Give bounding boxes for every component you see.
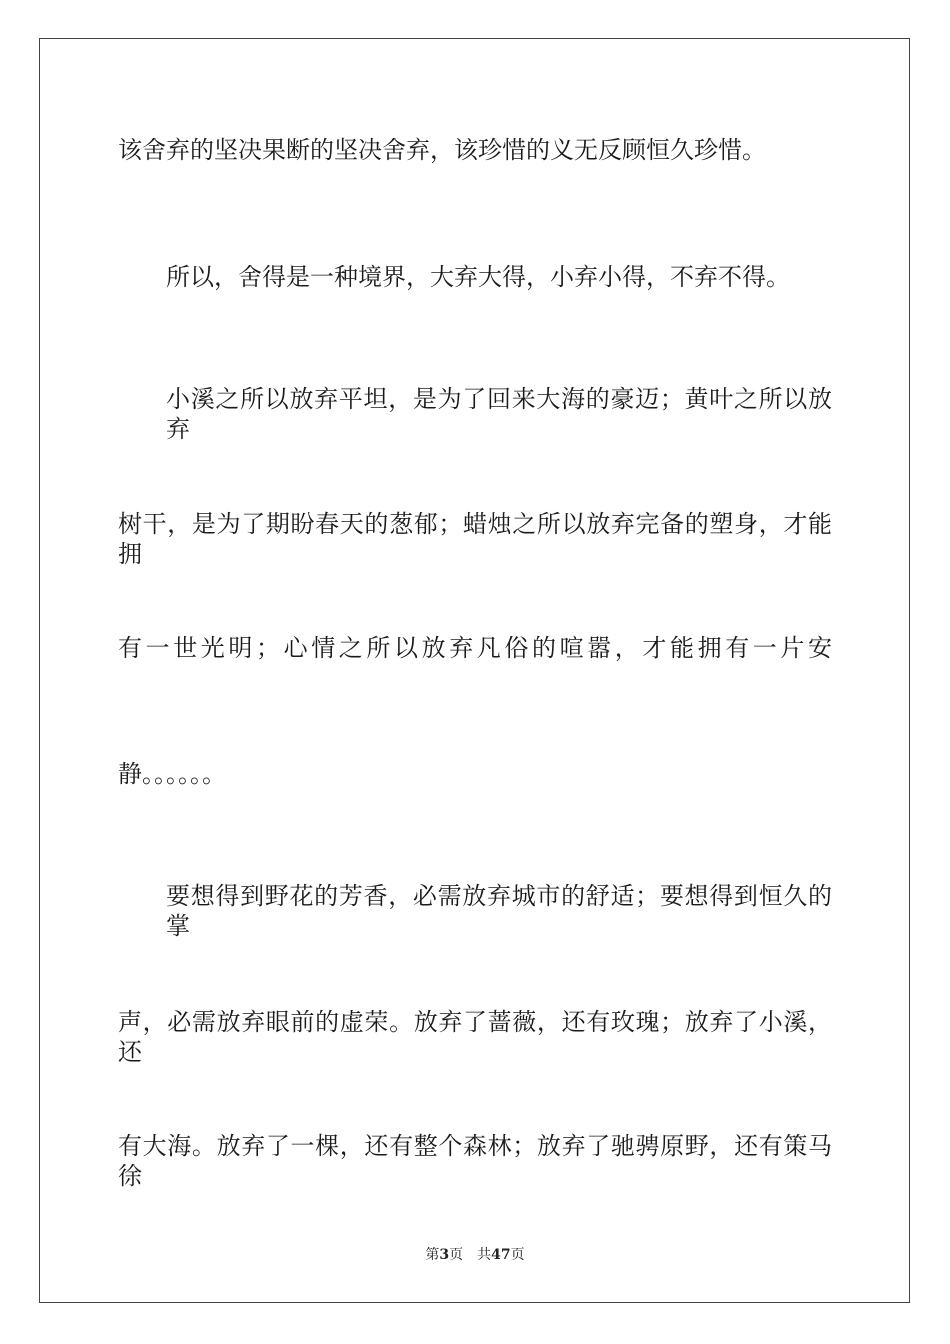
page-border — [39, 38, 910, 1303]
footer-total-pages: 47 — [491, 1247, 511, 1263]
text-line-4: 树干，是为了期盼春天的葱郁；蜡烛之所以放弃完备的塑身，才能拥 — [118, 510, 832, 568]
text-line-7: 要想得到野花的芳香，必需放弃城市的舒适；要想得到恒久的掌 — [166, 882, 832, 940]
footer-page-prefix: 第 — [425, 1247, 440, 1263]
text-line-2: 所以，舍得是一种境界，大弃大得，小弃小得，不弃不得。 — [166, 263, 790, 291]
footer-page-suffix: 页 — [449, 1247, 464, 1263]
text-line-9: 有大海。放弃了一棵，还有整个森林；放弃了驰骋原野，还有策马徐 — [118, 1132, 832, 1190]
footer-total-prefix: 共 — [477, 1247, 492, 1263]
page-footer — [0, 1246, 950, 1264]
text-line-3: 小溪之所以放弃平坦，是为了回来大海的豪迈；黄叶之所以放弃 — [166, 385, 832, 443]
footer-page-number: 3 — [439, 1247, 450, 1263]
footer-total-suffix: 页 — [510, 1247, 525, 1263]
text-line-8: 声，必需放弃眼前的虚荣。放弃了蔷薇，还有玫瑰；放弃了小溪，还 — [118, 1008, 832, 1066]
text-line-5: 有一世光明；心情之所以放弃凡俗的喧嚣，才能拥有一片安 — [118, 634, 832, 662]
text-line-6: 静。。。。。。 — [118, 760, 226, 788]
text-line-1: 该舍弃的坚决果断的坚决舍弃，该珍惜的义无反顾恒久珍惜。 — [118, 136, 766, 164]
